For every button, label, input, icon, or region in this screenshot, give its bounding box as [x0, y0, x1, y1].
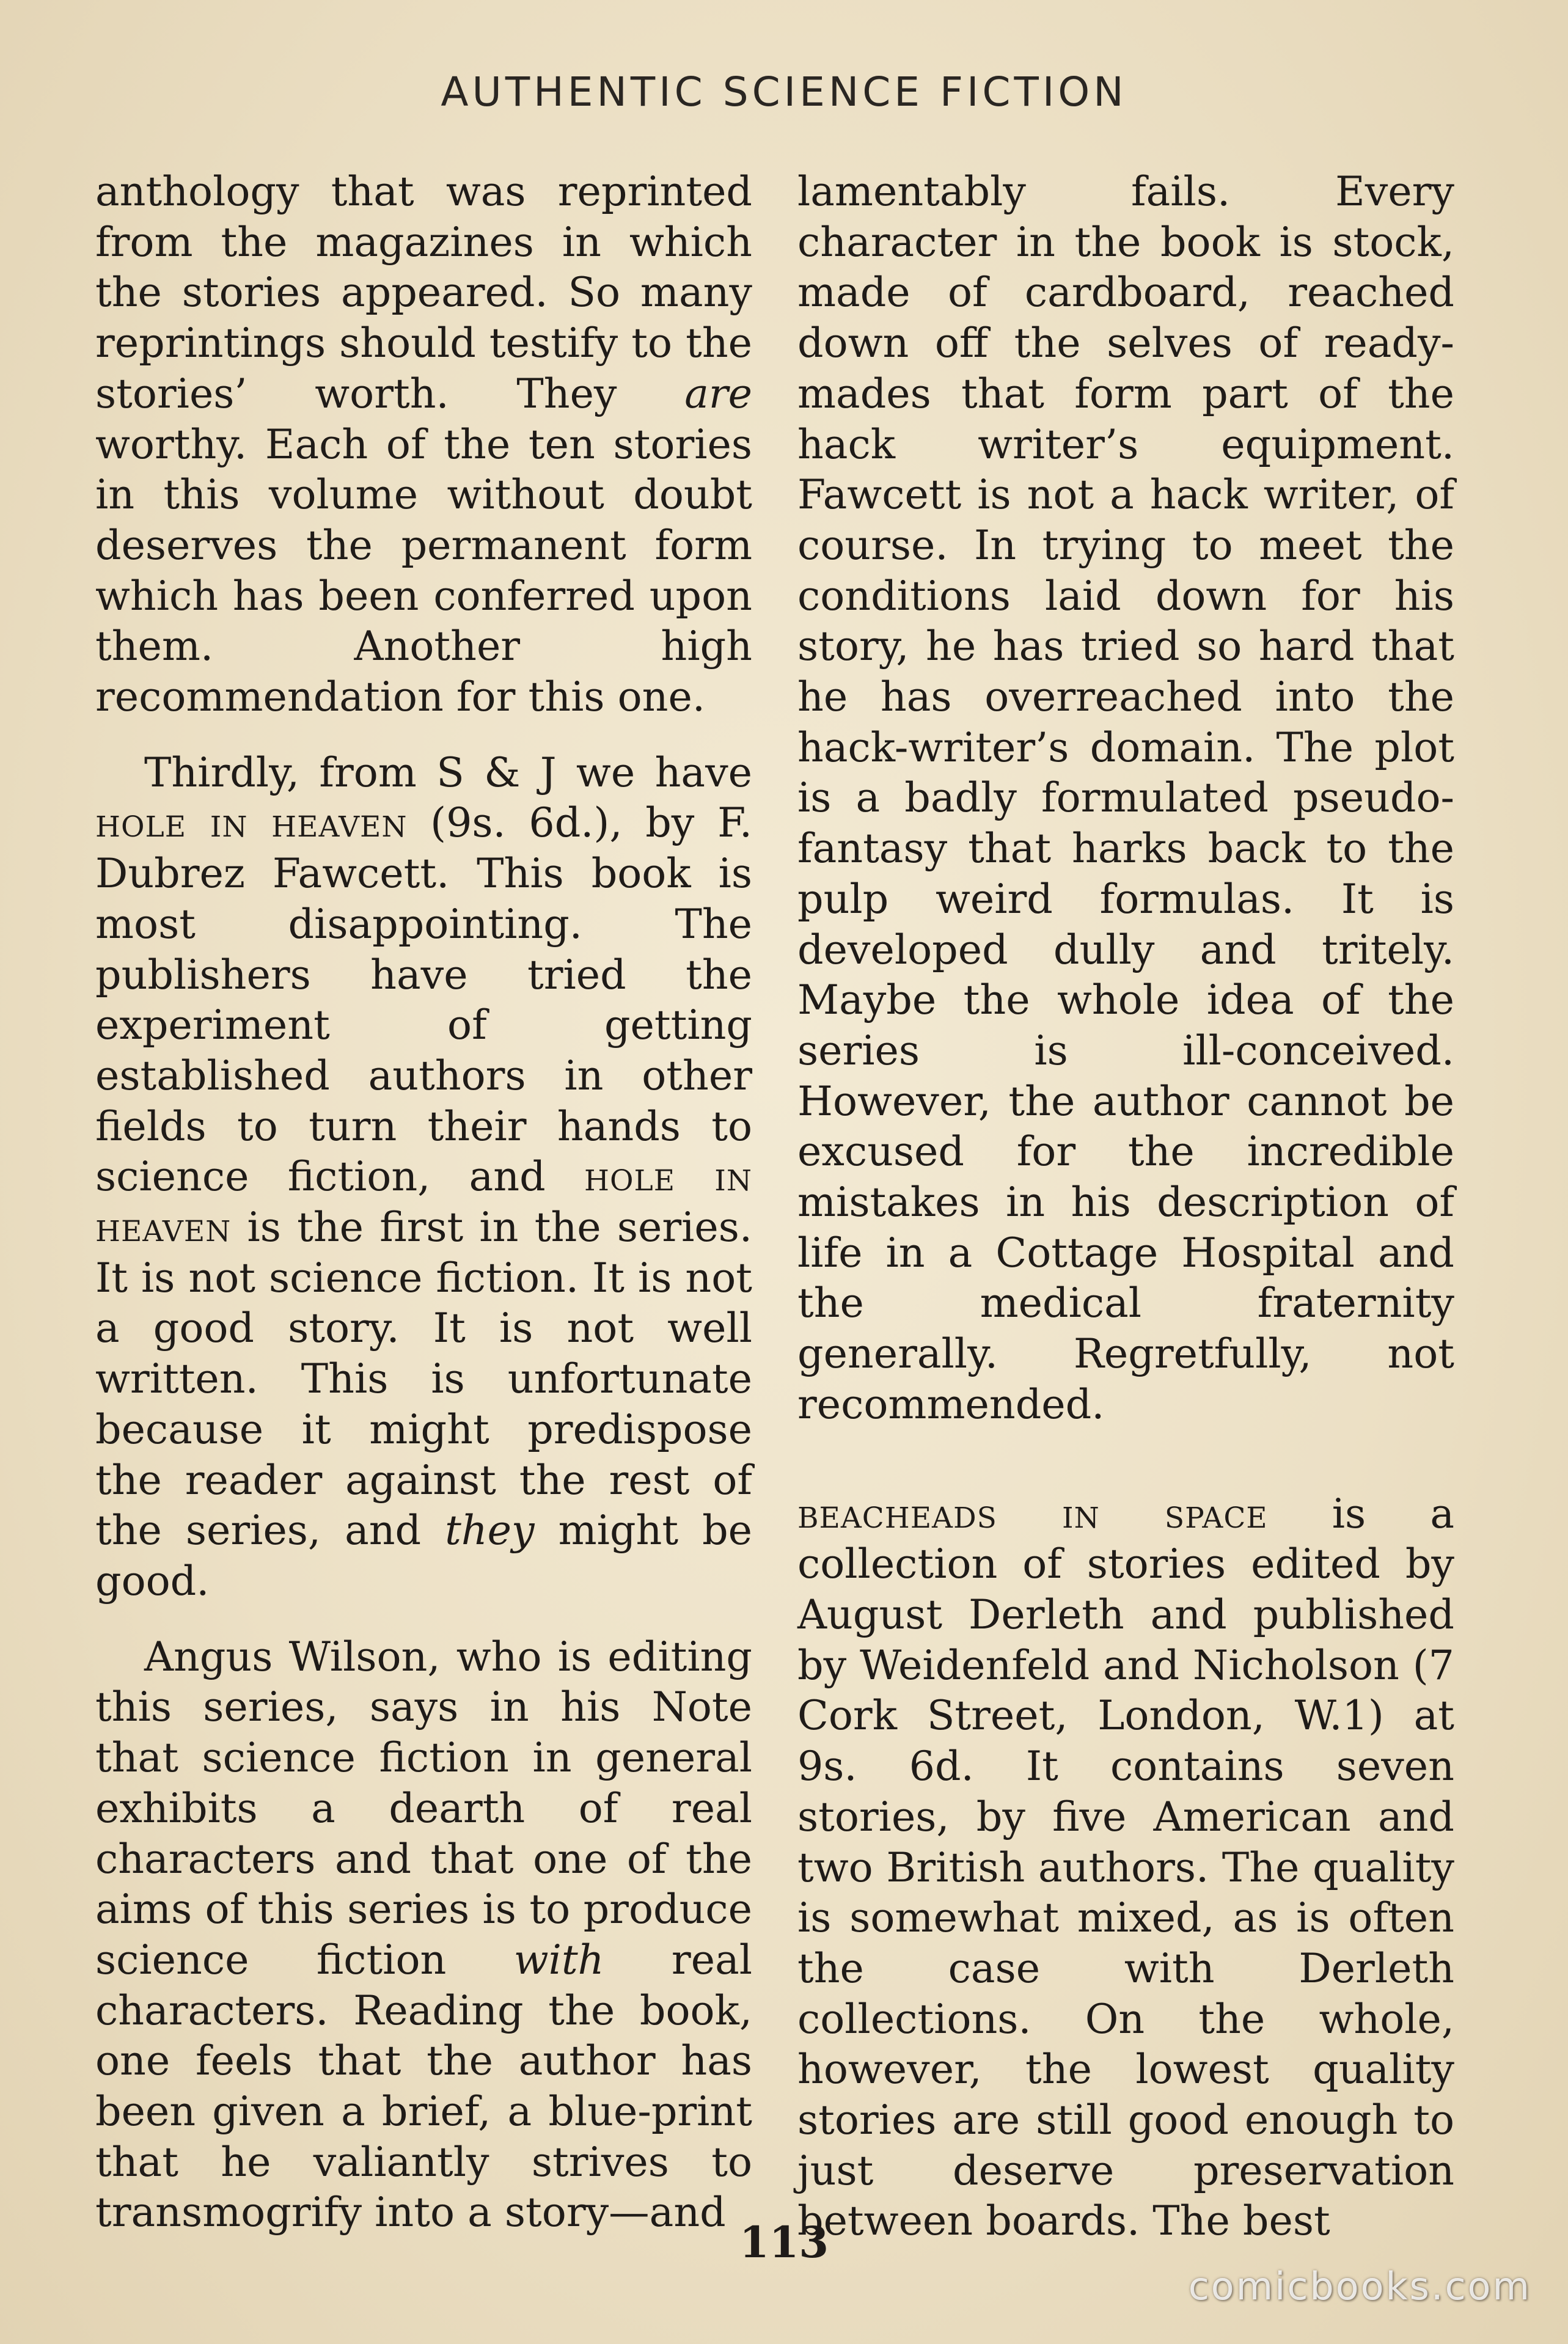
book-title: beacheads in space	[797, 1489, 1268, 1537]
right-paragraph-2	[797, 1489, 1454, 2247]
left-paragraph-2	[95, 747, 752, 1606]
emphasis: are	[684, 369, 752, 417]
text-run: (9s. 6d.), by F. Dubrez Fawcett. This book is most disappointing. The publishers have tried the experiment of getting established authors in other fields to turn their hands to science fiction, and	[95, 799, 753, 1201]
right-paragraph-1: lamentably fails. Every character in the book is stock, made of cardboard, reached down off the selves of ready-mades that form part of the hack writer’s equipment. Fawcett is not a hack writer, of course. In trying to meet the conditions laid down for his story, he has tried so hard that he has overreached into the hack-writer’s domain. The plot is a badly formulated pseudo-fantasy that harks back to the pulp weird formulas. It is developed dully and tritely. Maybe the whole idea of the series is ill-conceived. However, the author cannot be excused for the incredible mistakes in his description of life in a Cottage Hospital and the medical fraternity generally. Regretfully, not recommended.	[797, 167, 1454, 1428]
running-head: AUTHENTIC SCIENCE FICTION	[441, 68, 1127, 115]
right-column	[797, 166, 1454, 2246]
text-run: might be good.	[95, 1506, 752, 1605]
left-paragraph-3	[95, 1632, 752, 2238]
text-run: anthology that was reprinted from the magazines in which the stories appeared. So many reprintings should testify to the stories’ worth. They	[95, 167, 752, 417]
emphasis: with	[513, 1935, 604, 1983]
text-run: Angus Wilson, who is editing this series, says in his Note that science fiction in general exhibits a dearth of real characters and that one of the aims of this series is to produce science fiction	[95, 1632, 752, 1983]
emphasis: they	[445, 1506, 535, 1555]
book-title: hole in heaven	[95, 1152, 752, 1251]
book-title: hole in heaven	[95, 799, 408, 847]
watermark: comicbooks.com	[1188, 2264, 1531, 2309]
paragraph-gap	[797, 1430, 1454, 1489]
text-run: is the first in the series. It is not science fiction. It is not a good story. It is not well written. This is unfortunate because it might predispose the reader against the rest of the series, and	[95, 1203, 752, 1555]
page-number: 113	[739, 2217, 829, 2268]
text-run: worthy. Each of the ten stories in this volume without doubt deserves the permanent form which has been conferred upon them. Another high recommendation for this one.	[95, 420, 752, 721]
text-run: is a collection of stories edited by August Derleth and published by Weidenfeld and Nicholson (7 Cork Street, London, W.1) at 9s. 6d. It contains seven stories, by five American and two British authors. The quality is somewhat mixed, as is often the case with Derleth collections. On the whole, however, the lowest quality stories are still good enough to just deserve preservation between boards. The best	[797, 1489, 1454, 2245]
text-run: Thirdly, from S & J we have	[144, 748, 752, 796]
left-paragraph-1	[95, 166, 752, 722]
left-column	[95, 166, 752, 2238]
paragraph-gap	[95, 722, 752, 747]
text-run: real characters. Reading the book, one feels that the author has been given a brief, a blue-print that he valiantly strives to transmogrify into a story—and	[95, 1935, 752, 2236]
paragraph-gap	[95, 1606, 752, 1632]
